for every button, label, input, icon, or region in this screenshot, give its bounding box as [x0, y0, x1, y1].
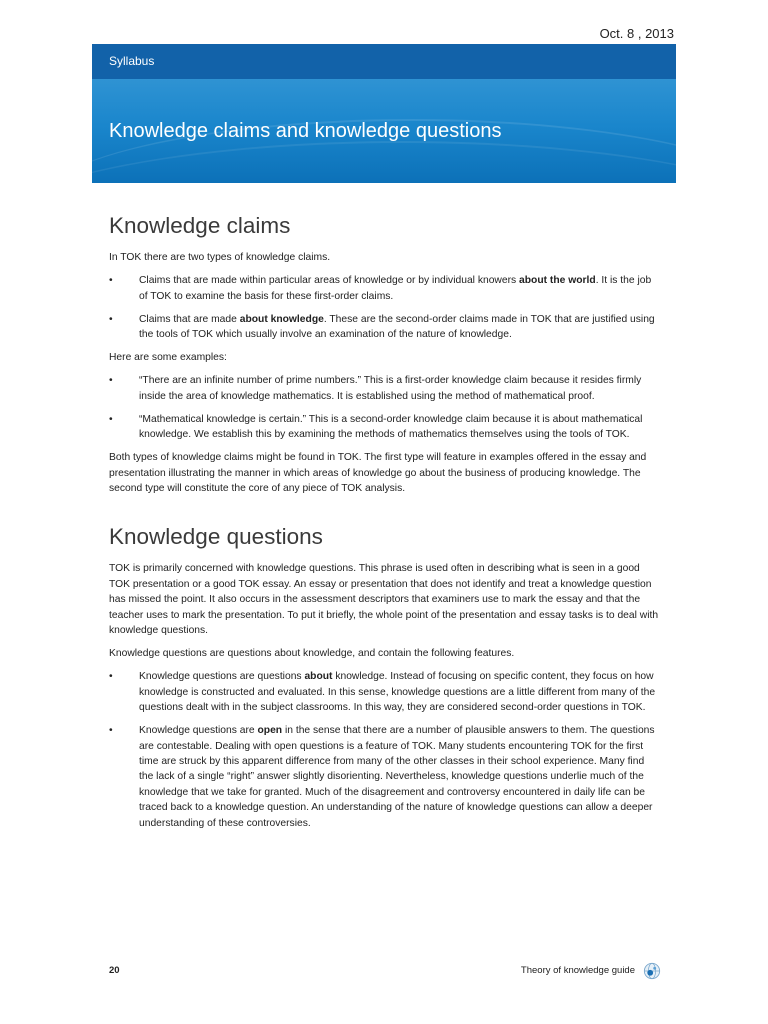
questions-paragraph-1: TOK is primarily concerned with knowledge questions. This phrase is used often in describing what is seen in a good TOK presentation or a good TOK essay. An essay or presentation that does not identify and treat a knowledge question has missed the point. It also occurs in the assessment descriptors that examiners use to mark the essay and that the teacher uses to mark the presentation. To put it briefly, the whole point of the presentation and essay tasks is to deal with knowledge questions.	[109, 563, 659, 637]
section-label: Syllabus	[109, 54, 155, 68]
claims-type-list	[109, 273, 661, 342]
questions-feature-list	[109, 669, 661, 831]
examples-intro: Here are some examples:	[109, 352, 227, 364]
list-item: • Claims that are made within particular areas of knowledge or by individual knowers about the world. It is the job of TOK to examine the basis for these first-order claims.	[109, 275, 652, 302]
bullet-marker: •	[109, 413, 113, 425]
knowledge-claims-heading: Knowledge claims	[109, 213, 291, 238]
examples-list	[109, 373, 661, 442]
page-footer	[109, 965, 661, 979]
page-number: 20	[109, 965, 120, 976]
claims-intro: In TOK there are two types of knowledge claims.	[109, 252, 331, 263]
page-title: Knowledge claims and knowledge questions	[109, 120, 502, 142]
bullet-marker: •	[109, 313, 113, 325]
list-item: • “Mathematical knowledge is certain.” This is a second-order knowledge claim because it is about mathematical knowledge. We establish this by examining the methods of mathematics themselves using the tools of TOK.	[109, 413, 643, 441]
guide-title: Theory of knowledge guide	[520, 965, 635, 976]
bullet-marker: •	[109, 375, 113, 387]
document-body	[109, 212, 661, 839]
section-banner	[92, 44, 676, 79]
bullet-marker: •	[109, 725, 113, 737]
bullet-marker: •	[109, 671, 113, 683]
document-date: Oct. 8 , 2013	[599, 26, 674, 41]
list-item: • Claims that are made about knowledge. These are the second-order claims made in TOK that are justified using the tools of TOK which usually involve an examination of the nature of knowledge.	[109, 313, 655, 340]
ib-globe-icon	[643, 962, 661, 980]
list-item: • Knowledge questions are open in the sense that there are a number of plausible answers to them. The questions are contestable. Dealing with open questions is a feature of TOK. Many students encountering TOK for the first time are struck by this apparent difference from many of the other classes in their school experience. Many find the lack of a single “right” answer slightly disorienting. Nevertheless, knowledge questions underlie much of the knowledge that we take for granted. Much of the disagreement and controversy encountered in daily life can be traced back to a knowledge question. An understanding of the nature of knowledge questions can allow a deeper understanding of these controversies.	[109, 725, 655, 829]
list-item: • Knowledge questions are questions about knowledge. Instead of focusing on specific content, they focus on how knowledge is constructed and evaluated. In this sense, knowledge questions are a little different from many of the questions dealt with in the subject classrooms. In this way, they are considered second-order questions in TOK.	[109, 671, 656, 714]
knowledge-questions-heading: Knowledge questions	[109, 524, 323, 550]
claims-conclusion: Both types of knowledge claims might be found in TOK. The first type will feature in examples offered in the essay and presentation illustrating the manner in which areas of knowledge go about the business of producing knowledge. The second type will constitute the core of any piece of TOK analysis.	[109, 452, 647, 494]
title-banner	[92, 79, 676, 183]
questions-paragraph-2: Knowledge questions are questions about knowledge, and contain the following features.	[109, 648, 515, 660]
bullet-marker: •	[109, 275, 113, 287]
list-item: • “There are an infinite number of prime numbers.” This is a first-order knowledge claim because it resides firmly inside the area of knowledge mathematics. It is established using the method of mathematical proof.	[109, 375, 642, 402]
